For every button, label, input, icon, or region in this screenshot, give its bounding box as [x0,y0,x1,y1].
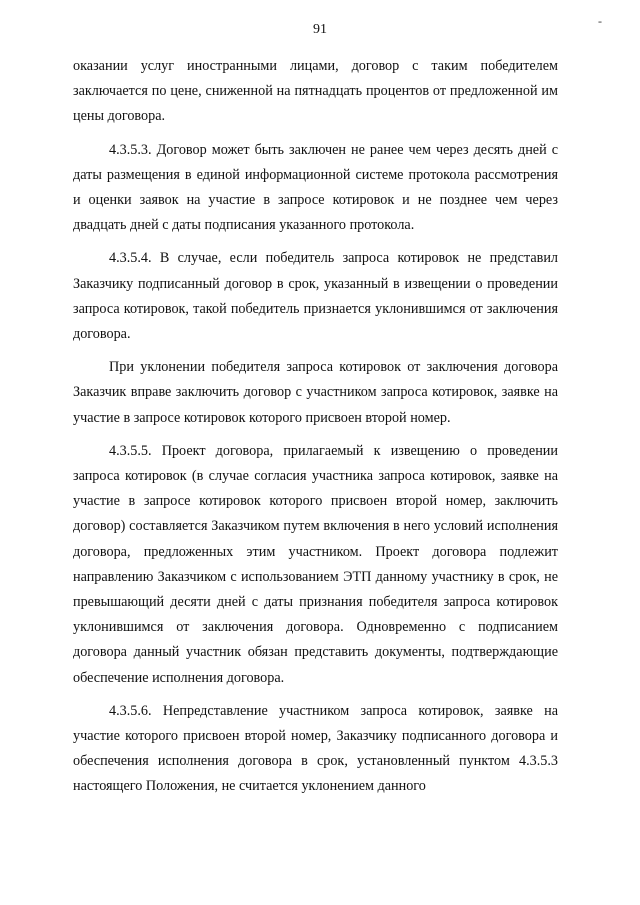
page-number: 91 [313,22,327,37]
paragraph-4-3-5-3: 4.3.5.3. Договор может быть заключен не ранее чем через десять дней с даты размещения в единой информационной системе протокола рассмотрения и оценки заявок на участие в запросе котировок и не позднее чем через двадцать дней с даты подписания указанного протокола. [73,141,558,234]
corner-mark: - [598,14,602,28]
document-body [73,54,558,800]
paragraph-4-3-5-4: 4.3.5.4. В случае, если победитель запроса котировок не представил Заказчику подписанный договор в срок, указанный в извещении о проведении запроса котировок, такой победитель признается уклонившимся от заключения договора. [73,250,558,343]
paragraph-4-3-5-5: 4.3.5.5. Проект договора, прилагаемый к извещению о проведении запроса котировок (в случае согласия участника запроса котировок, заявке на участие в запросе котировок которого присвоен второй номер, заключить договор) составляется Заказчиком путем включения в него условий исполнения договора, предложенных этим участником. Проект договора подлежит направлению Заказчиком с использованием ЭТП данному участнику в срок, не превышающий десяти дней с даты признания победителя запроса котировок уклонившимся от заключения договора. Одновременно с подписанием договора данный участник обязан представить документы, подтверждающие обеспечение исполнения договора. [73,442,558,686]
paragraph-evasion-clause: При уклонении победителя запроса котировок от заключения договора Заказчик вправе заключить договор с участником запроса котировок, заявке на участие в запросе котировок которого присвоен второй номер. [73,359,558,426]
paragraph-4-3-5-6: 4.3.5.6. Непредставление участником запроса котировок, заявке на участие которого присвоен второй номер, Заказчику подписанного договора и обеспечения исполнения договора в срок, установленный пунктом 4.3.5.3 настоящего Положения, не считается уклонением данного [73,702,558,795]
paragraph-continuation: оказании услуг иностранными лицами, договор с таким победителем заключается по цене, сниженной на пятнадцать процентов от предложенной им цены договора. [73,58,558,125]
